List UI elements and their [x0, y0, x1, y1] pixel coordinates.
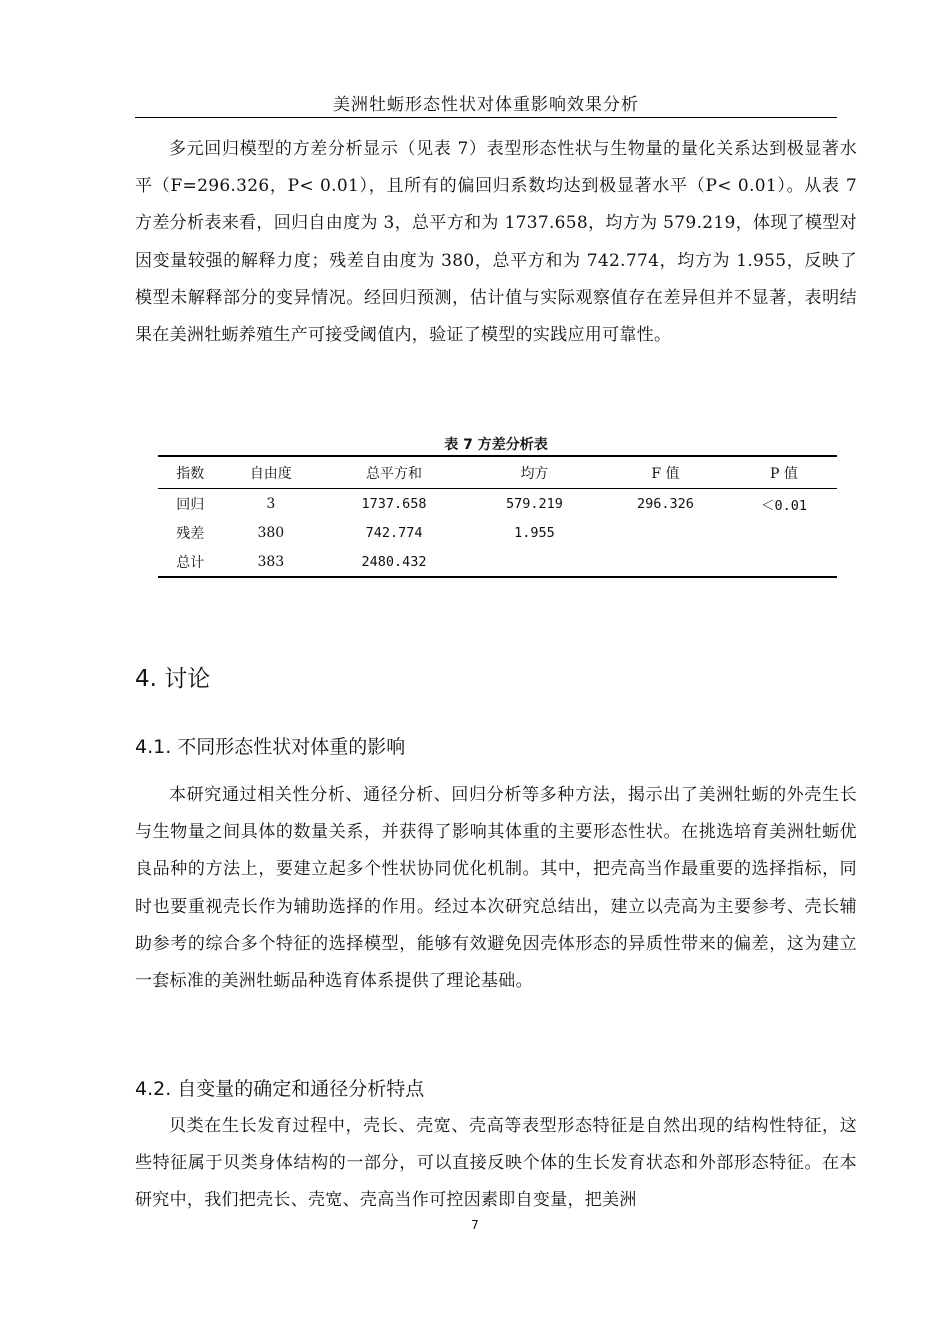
cell-total-ss: 2480.432	[361, 553, 427, 570]
table-row	[158, 489, 837, 519]
cell-regression-f: 296.326	[637, 495, 694, 512]
subsection-heading-trait-effects: 4.1. 不同形态性状对体重的影响	[135, 736, 406, 758]
cell-residual-df: 380	[257, 524, 285, 541]
table-row	[158, 547, 837, 577]
cell-residual-label: 残差	[176, 525, 205, 542]
table-row	[158, 518, 837, 547]
cell-residual-ss: 742.774	[365, 524, 423, 541]
cell-total-f	[600, 547, 731, 577]
cell-residual-p	[731, 518, 837, 547]
cell-residual-ms: 1.955	[514, 524, 555, 541]
cell-total-p	[731, 547, 837, 577]
cell-regression-df: 3	[266, 495, 276, 512]
anova-table	[158, 455, 837, 578]
subsection-heading-variables-path: 4.2. 自变量的确定和通径分析特点	[135, 1078, 425, 1100]
paragraph-trait-effects: 本研究通过相关性分析、通径分析、回归分析等多种方法，揭示出了美洲牡蛎的外壳生长与生物量之间具体的数量关系，并获得了影响其体重的主要形态性状。在挑选培育美洲牡蛎优良品种的方法上，要建立起多个性状协同优化机制。其中，把壳高当作最重要的选择指标，同时也要重视壳长作为辅助选择的作用。经过本次研究总结出，建立以壳高为主要参考、壳长辅助参考的综合多个特征的选择模型，能够有效避免因壳体形态的异质性带来的偏差，这为建立一套标准的美洲牡蛎品种选育体系提供了理论基础。	[135, 785, 857, 992]
cell-regression-ms: 579.219	[505, 495, 563, 512]
paragraph-variables-path: 贝类在生长发育过程中，壳长、壳宽、壳高等表型形态特征是自然出现的结构性特征，这些特征属于贝类身体结构的一部分，可以直接反映个体的生长发育状态和外部形态特征。在本研究中，我们把壳长、壳宽、壳高当作可控因素即自变量，把美洲	[135, 1116, 857, 1211]
cell-regression-ss: 1737.658	[361, 495, 427, 512]
header-rule	[135, 117, 837, 118]
header-mean-square: 均方	[520, 465, 549, 482]
table-caption: 表 7 方差分析表	[444, 437, 548, 453]
cell-regression-p: ＜0.01	[760, 497, 807, 514]
header-p-value: P 值	[770, 465, 798, 482]
cell-total-ms	[469, 547, 600, 577]
cell-regression-label: 回归	[176, 496, 205, 513]
table-header-row	[158, 456, 837, 489]
page-header: 美洲牡蛎形态性状对体重影响效果分析	[333, 95, 639, 115]
cell-total-label: 总计	[176, 554, 205, 571]
paragraph-anova-summary: 多元回归模型的方差分析显示（见表 7）表型形态性状与生物量的量化关系达到极显著水平（F=296.326，P< 0.01），且所有的偏回归系数均达到极显著水平（P< 0.01）。从表 7 方差分析表来看，回归自由度为 3，总平方和为 1737.658，均方为 579.219，体现了模型对因变量较强的解释力度；残差自由度为 380，总平方和为 742.774，均方为 1.955，反映了模型未解释部分的变异情况。经回归预测，估计值与实际观察值存在差异但并不显著，表明结果在美洲牡蛎养殖生产可接受阈值内，验证了模型的实践应用可靠性。	[135, 139, 857, 346]
section-heading-discussion: 4. 讨论	[135, 666, 211, 692]
header-sum-squares: 总平方和	[366, 465, 423, 482]
header-df: 自由度	[249, 465, 292, 482]
header-f-value: F 值	[651, 465, 680, 482]
header-index: 指数	[176, 465, 205, 482]
page-number: 7	[471, 1218, 479, 1232]
cell-total-df: 383	[257, 553, 285, 570]
cell-residual-f	[600, 518, 731, 547]
